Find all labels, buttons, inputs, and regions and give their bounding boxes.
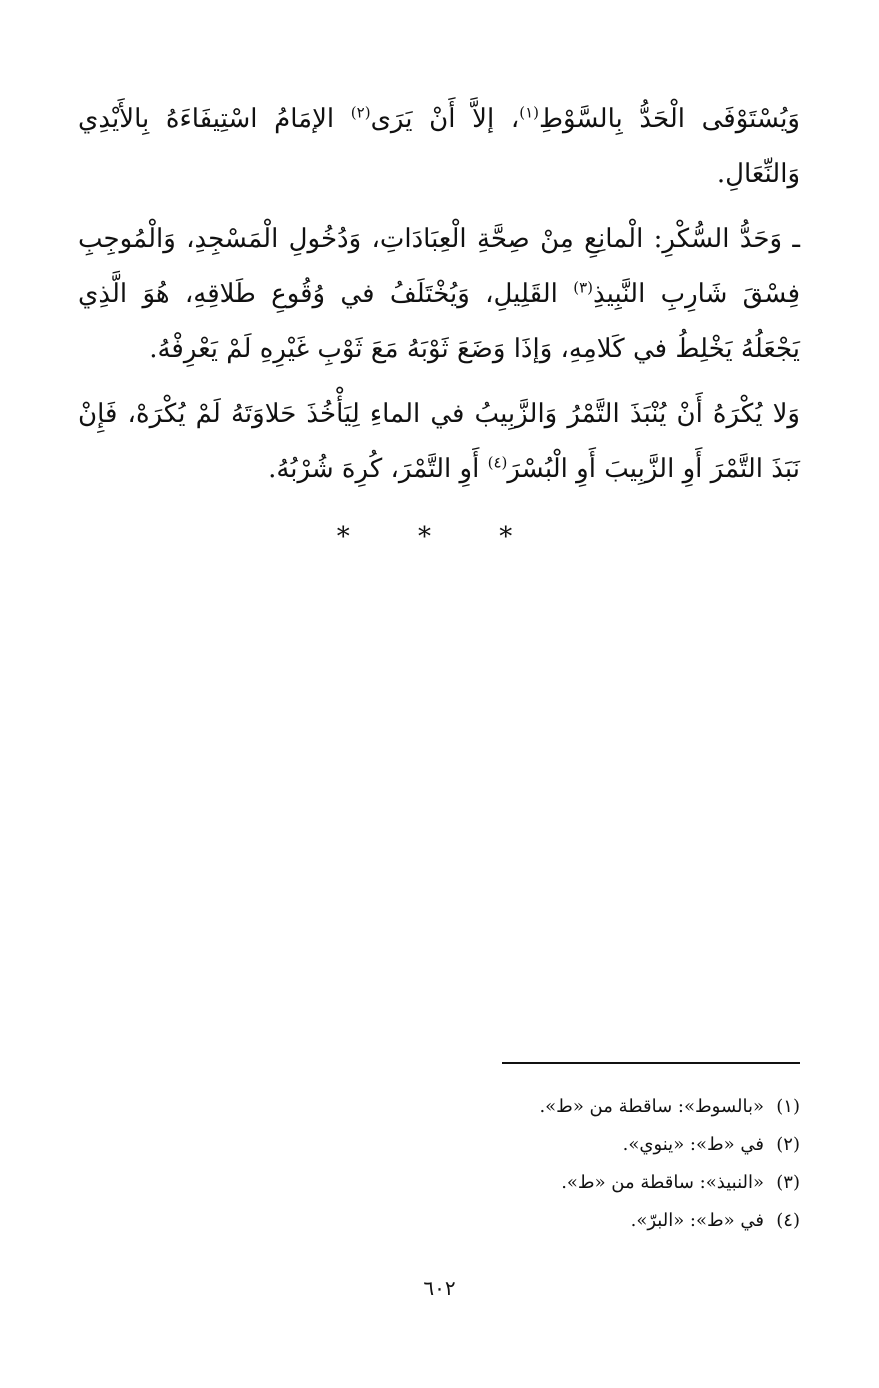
paragraph-text: الإمَامُ اسْتِيفَاءَهُ بِالأَيْدِي وَالنِّعَالِ. xyxy=(78,104,800,189)
footnote-text: «بالسوط»: ساقطة من «ط». xyxy=(539,1096,764,1117)
footnote-text: «النبيذ»: ساقطة من «ط». xyxy=(561,1172,764,1193)
paragraph-text: أَوِ التَّمْرَ، كُرِهَ شُرْبُهُ. xyxy=(268,454,488,484)
paragraph xyxy=(78,92,800,202)
paragraph-text: ، إلاَّ أَنْ يَرَى xyxy=(370,104,520,134)
paragraph-text: وَيُسْتَوْفَى الْحَدُّ بِالسَّوْطِ xyxy=(539,104,800,134)
footnote-item xyxy=(420,1164,800,1202)
section-separator: * * * xyxy=(336,522,543,552)
footnote-reference: (٤) xyxy=(487,453,508,472)
paragraph xyxy=(78,387,800,497)
footnotes xyxy=(420,1088,800,1240)
footnote-number: (٣) xyxy=(776,1172,800,1193)
footnote-reference: (٢) xyxy=(350,103,371,122)
footnote-item xyxy=(420,1202,800,1240)
footnote-item xyxy=(420,1088,800,1126)
footnote-text: في «ط»: «البرّ». xyxy=(630,1210,764,1231)
footnote-item xyxy=(420,1126,800,1164)
body-text xyxy=(78,92,800,507)
page-number: ٦٠٢ xyxy=(423,1276,456,1300)
footnote-divider xyxy=(502,1062,800,1064)
paragraph-text: القَلِيلِ، وَيُخْتَلَفُ في وُقُوعِ طَلاقِهِ، هُوَ الَّذِي يَجْعَلُهُ يَخْلِطُ في كَلامِهِ، وَإذَا وَضَعَ ثَوْبَهُ مَعَ ثَوْبِ غَيْرِهِ لَمْ يَعْرِفْهُ. xyxy=(78,279,800,364)
footnote-number: (٤) xyxy=(776,1210,800,1231)
paragraph xyxy=(78,212,800,377)
footnote-reference: (١) xyxy=(519,103,539,122)
footnote-reference: (٣) xyxy=(573,278,593,297)
footnote-number: (١) xyxy=(776,1096,800,1117)
paragraph-text: وَلا يُكْرَهُ أَنْ يُنْبَذَ التَّمْرُ وَالزَّبِيبُ في الماءِ لِيَأْخُذَ حَلاوَتَهُ لَمْ يُكْرَهْ، فَإِنْ نَبَذَ التَّمْرَ أَوِ الزَّبِيبَ أَوِ الْبُسْرَ xyxy=(78,399,800,484)
paragraph-text: ـ وَحَدُّ السُّكْرِ: الْمانِعِ مِنْ صِحَّةِ الْعِبَادَاتِ، وَدُخُولِ الْمَسْجِدِ، وَالْمُوجِبِ فِسْقَ شَارِبِ النَّبِيذِ xyxy=(78,224,800,309)
footnote-number: (٢) xyxy=(776,1134,800,1155)
footnote-text: في «ط»: «ينوي». xyxy=(622,1134,764,1155)
